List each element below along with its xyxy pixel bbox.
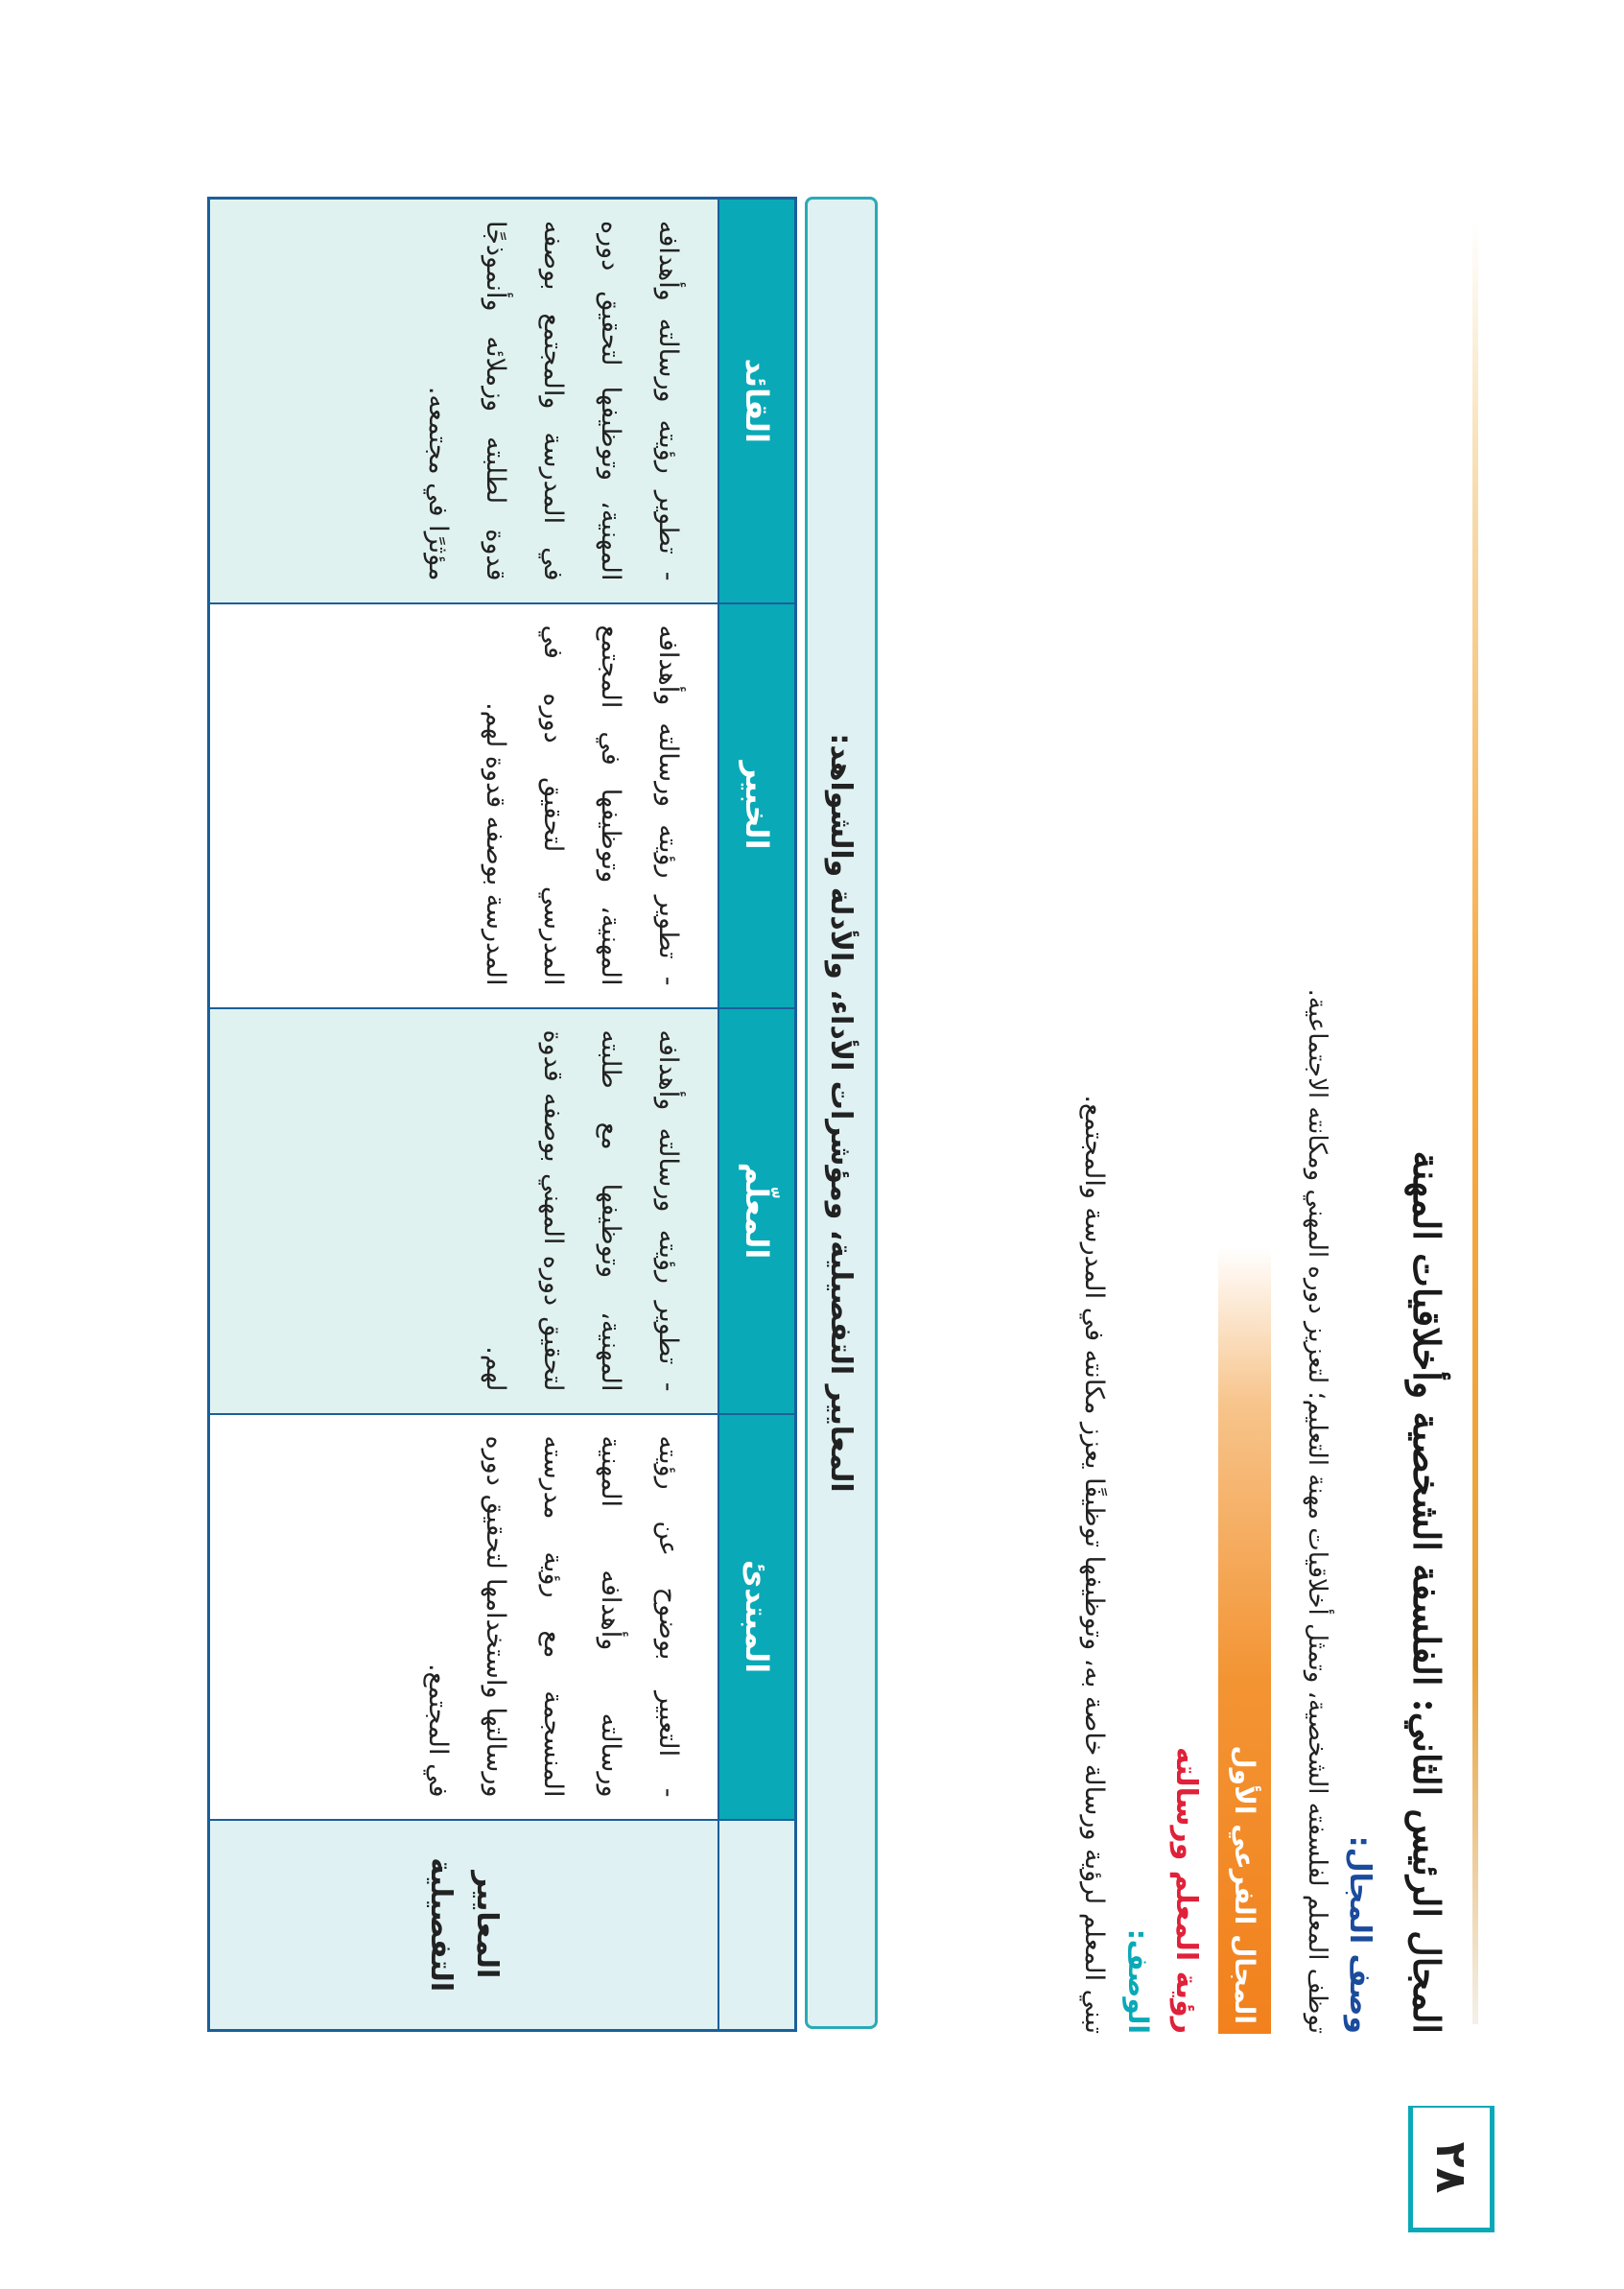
field-description-text: توظف المعلم لفلسفته الشخصية، وتمثل أخلاقيات مهنة التعليم؛ لتعزيز دوره المهني ومكانته الاجتماعية. <box>1303 988 1331 2034</box>
table-corner-cell <box>718 1820 796 2031</box>
header-divider <box>1472 221 1478 2024</box>
column-header-leader: القائد <box>718 199 796 603</box>
sub-field-title: رؤية المعلم ورسالته <box>1169 1746 1204 2034</box>
table-row <box>209 199 719 2031</box>
sub-field-description-label: الوصف: <box>1122 1928 1155 2034</box>
field-description-label: وصف المجال: <box>1343 1835 1377 2034</box>
standards-title-bar <box>805 197 878 2029</box>
standards-title: المعايير التفصيلية، ومؤشرات الأداء، والأدلة والشواهد: <box>824 733 859 1493</box>
table-header-row <box>718 199 796 2031</box>
row-header-detailed-standards: المعايير التفصيلية <box>209 1820 719 2031</box>
cell-beginner: - التعبير بوضوح عن رؤيته ورسالته وأهدافه المهنية المنسجمة مع رؤية مدرسته ورسالتها واستخدامها لتحقيق دوره في المجتمع. <box>209 1414 719 1820</box>
standards-table <box>207 197 797 2032</box>
column-header-expert: الخبير <box>718 603 796 1008</box>
sub-field-description-text: تبني المعلم لرؤية ورسالة خاصة به، وتوظيفها توظيفًا يعزز مكانته في المدرسة والمجتمع. <box>1079 1095 1109 2034</box>
cell-leader: - تطوير رؤيته ورسالته وأهدافه المهنية، وتوظيفها لتحقيق دوره في المدرسة والمجتمع بوصفه قدوة لطلبته وزملائه وأنموذجًا مؤثرًا في مجتمعه. <box>209 199 719 603</box>
column-header-beginner: المبتدئ <box>718 1414 796 1820</box>
cell-teacher: - تطوير رؤيته ورسالته وأهدافه المهنية، وتوظيفها مع طلبته لتحقيق دوره المهني بوصفه قدوة لهم. <box>209 1008 719 1414</box>
page-number-text: ٢٨ <box>1426 2141 1476 2194</box>
page-number <box>1408 2106 1495 2232</box>
cell-expert: - تطوير رؤيته ورسالته وأهدافه المهنية، وتوظيفها في المجتمع المدرسي لتحقيق دوره في المدرسة بوصفه قدوة لهم. <box>209 603 719 1008</box>
sub-field-banner <box>1218 1247 1271 2034</box>
page-title: المجال الرئيس الثاني: الفلسفة الشخصية وأخلاقيات المهنة <box>1405 1150 1449 2034</box>
sub-field-banner-label: المجال الفرعي الأول <box>1229 1745 1260 2024</box>
column-header-teacher: المعلّم <box>718 1008 796 1414</box>
